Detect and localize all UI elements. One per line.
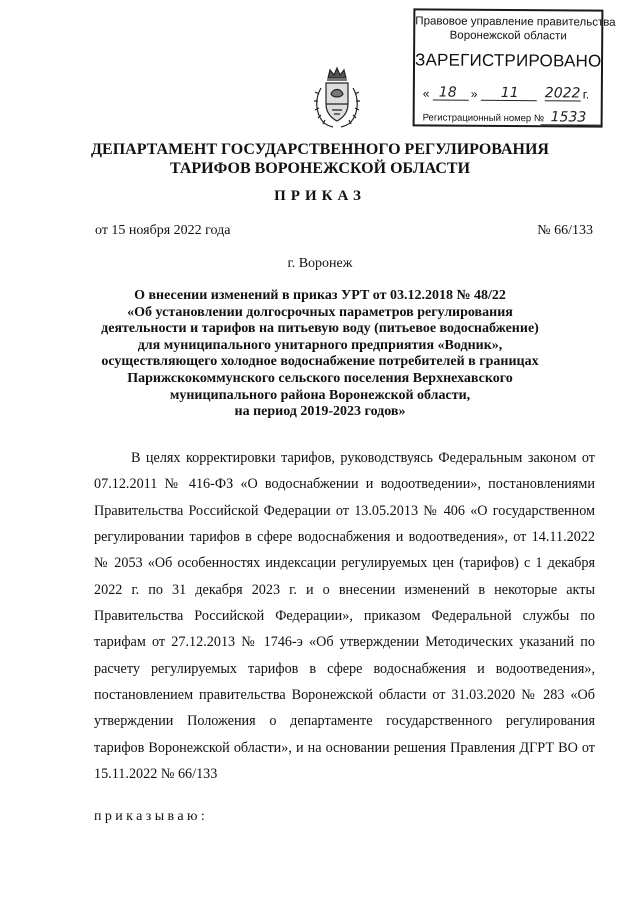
stamp-date-month: 11 <box>500 84 519 102</box>
coat-of-arms-icon <box>311 64 363 130</box>
city: г. Воронеж <box>287 256 353 271</box>
subject-line: О внесении изменений в приказ УРТ от 03.12.2018 № 48/22 <box>134 288 506 303</box>
subject-line: «Об установлении долгосрочных параметров регулирования <box>127 304 513 320</box>
department-line2: ТАРИФОВ ВОРОНЕЖСКОЙ ОБЛАСТИ <box>169 160 471 177</box>
subject-line: муниципального района Воронежской области, <box>169 387 471 403</box>
stamp-reg-number: 1533 <box>550 109 587 126</box>
subject-line: Парижскокоммунского сельского поселения Верхнехавского <box>127 370 513 386</box>
stamp-date-day: 18 <box>438 84 457 101</box>
stamp-registration <box>423 108 601 125</box>
order-directive: приказываю: <box>94 809 209 824</box>
stamp-date: « 18 » 11 2022 г. <box>422 84 590 102</box>
stamp-date-year: 2022 <box>544 85 581 102</box>
preamble-paragraph: В целях корректировки тарифов, руководствуясь Федеральным законом от 07.12.2011 № 416-ФЗ «О водоснабжении и водоотведении», постановлениями Правительства Российской Федерации от 13.05.2013 № 406 «О государственном регулировании тарифов в сфере водоснабжения и водоотведения», от 14.11.2022 № 2053 «Об особенностях индексации регулируемых цен (тарифов) с 1 декабря 2022 г. по 31 декабря 2023 г. и о внесении изменений в некоторые акты Правительства Российской Федерации», приказом Федеральной службы по тарифам от 27.12.2013 № 1746-э «Об утверждении Методических указаний по расчету регулируемых тарифов в сфере водоснабжения и водоотведения», постановлением правительства Воронежской области от 31.03.2020 № 283 «Об утверждении Положения о департаменте государственного регулирования тарифов Воронежской области», и на основании решения Правления ДГРТ ВО от 15.11.2022 № 66/133 <box>94 450 595 783</box>
stamp-authority-line1: Правовое управление правительства <box>415 15 616 29</box>
registration-stamp <box>413 8 616 127</box>
order-number: № 66/133 <box>537 223 593 238</box>
order-date: от 15 ноября 2022 года <box>95 223 231 238</box>
subject-line: осуществляющего холодное водоснабжение потребителей в границах <box>101 354 539 370</box>
subject-line: деятельности и тарифов на питьевую воду (питьевое водоснабжение) <box>101 321 539 337</box>
stamp-authority-line2: Воронежской области <box>449 29 567 43</box>
order-subject <box>0 288 640 421</box>
subject-line: на период 2019-2023 годов» <box>234 404 406 420</box>
subject-line: для муниципального унитарного предприятия «Водник», <box>137 337 503 353</box>
stamp-year-suffix: г. <box>582 87 590 102</box>
order-title: ПРИКАЗ <box>274 188 366 204</box>
department-line1: ДЕПАРТАМЕНТ ГОСУДАРСТВЕННОГО РЕГУЛИРОВАНИЯ <box>91 141 549 158</box>
stamp-reg-label: Регистрационный номер № <box>422 112 545 125</box>
department-name <box>0 140 640 178</box>
stamp-status: ЗАРЕГИСТРИРОВАНО <box>414 50 602 71</box>
